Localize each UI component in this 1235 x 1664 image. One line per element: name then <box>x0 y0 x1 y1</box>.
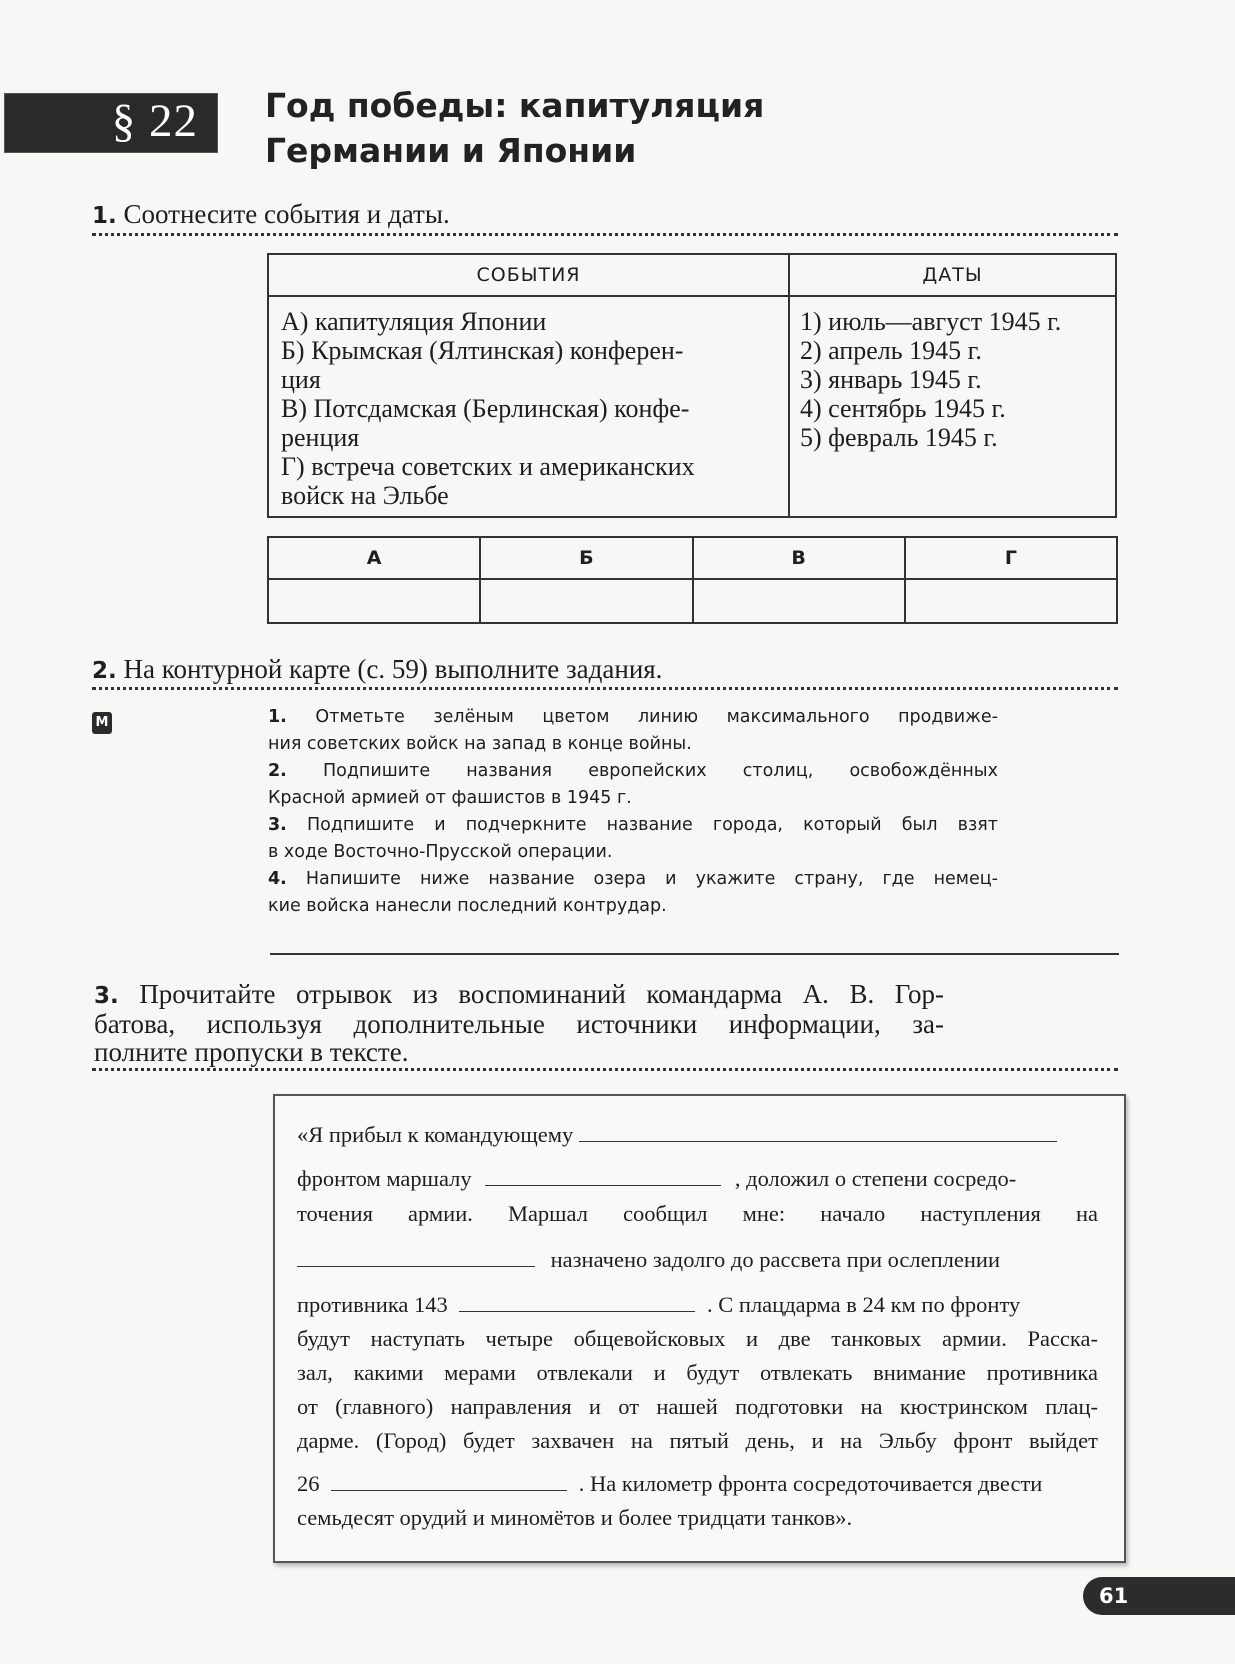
answer-cell-g[interactable] <box>905 579 1117 623</box>
blank-elbe-date[interactable] <box>331 1472 567 1491</box>
map-icon: М <box>92 712 112 734</box>
event-line: В) Потсдамская (Берлинская) конфе- <box>281 394 690 423</box>
quote-line-8: от (главного) направления и от нашей подготовки на кюстринском плац- <box>297 1394 1098 1419</box>
quote-line-6: будут наступать четыре общевойсковых и две танковых армии. Расска- <box>297 1326 1098 1351</box>
task3-line3: полните пропуски в тексте. <box>94 1037 409 1067</box>
date-item: 5) февраль 1945 г. <box>800 423 998 452</box>
events-cell <box>268 296 789 517</box>
event-line: А) капитуляция Японии <box>281 307 547 336</box>
quote-line-3: точения армии. Маршал сообщил мне: начало наступления на <box>297 1201 1098 1226</box>
subtask-3-line2: в ходе Восточно-Прусской операции. <box>268 842 613 862</box>
quote-line-11: семьдесят орудий и миномётов и более тридцати танков». <box>297 1505 853 1530</box>
task1-dotted-rule <box>92 233 1118 236</box>
section-number: § 22 <box>111 95 198 147</box>
answer-header-v: В <box>693 537 905 579</box>
quote-box <box>273 1094 1126 1563</box>
blank-commander[interactable] <box>579 1123 1057 1142</box>
subtask-2-line1: 2. Подпишите названия европейских столиц, освобождённых <box>268 761 998 781</box>
map-subtasks <box>268 704 998 920</box>
answer-cell-a[interactable] <box>268 579 480 623</box>
answer-cell-b[interactable] <box>480 579 692 623</box>
subtask-4-line2: кие войска нанесли последний контрудар. <box>268 896 667 916</box>
task2-number: 2. <box>92 658 117 684</box>
subtask-4-line1: 4. Напишите ниже название озера и укажите страну, где немец- <box>268 869 998 889</box>
event-line: войск на Эльбе <box>281 481 449 510</box>
dates-cell <box>789 296 1116 517</box>
chapter-title-line2: Германии и Японии <box>265 131 637 170</box>
chapter-title <box>265 83 865 173</box>
date-item: 4) сентябрь 1945 г. <box>800 394 1006 423</box>
answer-header-b: Б <box>480 537 692 579</box>
subtask-3-line1: 3. Подпишите и подчеркните название города, который был взят <box>268 815 998 835</box>
answer-cell-v[interactable] <box>693 579 905 623</box>
task2-dotted-rule <box>92 687 1118 690</box>
task3-line2: батова, используя дополнительные источники информации, за- <box>94 1009 944 1039</box>
task1-text: Соотнесите события и даты. <box>123 199 450 229</box>
quote-line-1: «Я прибыл к командующему <box>297 1122 1098 1148</box>
chapter-title-line1: Год победы: капитуляция <box>265 86 765 125</box>
task2-text: На контурной карте (с. 59) выполните задания. <box>123 654 663 684</box>
quote-line-4: назначено задолго до рассвета при ослеплении <box>297 1247 1098 1273</box>
task3-line1: 3. Прочитайте отрывок из воспоминаний командарма А. В. Гор- <box>94 979 945 1009</box>
events-dates-table <box>267 253 1117 518</box>
quote-line-7: зал, какими мерами отвлекали и будут отвлекать внимание противника <box>297 1360 1098 1385</box>
subtask-1-line2: ния советских войск на запад в конце войны. <box>268 734 692 754</box>
page-number: 61 <box>1099 1584 1129 1608</box>
task1-heading <box>92 199 450 230</box>
page-number-tab <box>1083 1577 1235 1615</box>
answer-table <box>267 536 1118 624</box>
answer-header-g: Г <box>905 537 1117 579</box>
event-line: Г) встреча советских и американских <box>281 452 695 481</box>
quote-line-5: противника 143 . С плацдарма в 24 км по фронту <box>297 1292 1021 1317</box>
dates-column-header: ДАТЫ <box>789 254 1116 296</box>
date-item: 1) июль—август 1945 г. <box>800 307 1062 336</box>
quote-line-2: фронтом маршалу , доложил о степени сосредо- <box>297 1166 1017 1191</box>
event-line: ренция <box>281 423 360 452</box>
subtask-2-line2: Красной армией от фашистов в 1945 г. <box>268 788 632 808</box>
section-badge <box>4 93 218 153</box>
blank-date[interactable] <box>297 1248 535 1267</box>
date-item: 2) апрель 1945 г. <box>800 336 982 365</box>
quote-line-9: дарме. (Город) будет захвачен на пятый день, и на Эльбу фронт выйдет <box>297 1428 1098 1453</box>
events-column-header: СОБЫТИЯ <box>268 254 789 296</box>
blank-marshal[interactable] <box>485 1167 721 1186</box>
task3-heading <box>94 980 944 1066</box>
task2-heading <box>92 654 662 685</box>
answer-header-a: А <box>268 537 480 579</box>
task3-dotted-rule <box>92 1068 1118 1071</box>
subtask-1-line1: 1. Отметьте зелёным цветом линию максимального продвиже- <box>268 707 998 727</box>
quote-line-10: 26 . На километр фронта сосредоточивается двести <box>297 1471 1043 1496</box>
date-item: 3) январь 1945 г. <box>800 365 982 394</box>
event-line: ция <box>281 365 321 394</box>
blank-searchlights[interactable] <box>459 1293 695 1312</box>
task1-number: 1. <box>92 203 117 229</box>
task2-answer-line[interactable] <box>270 953 1119 955</box>
event-line: Б) Крымская (Ялтинская) конферен- <box>281 336 684 365</box>
